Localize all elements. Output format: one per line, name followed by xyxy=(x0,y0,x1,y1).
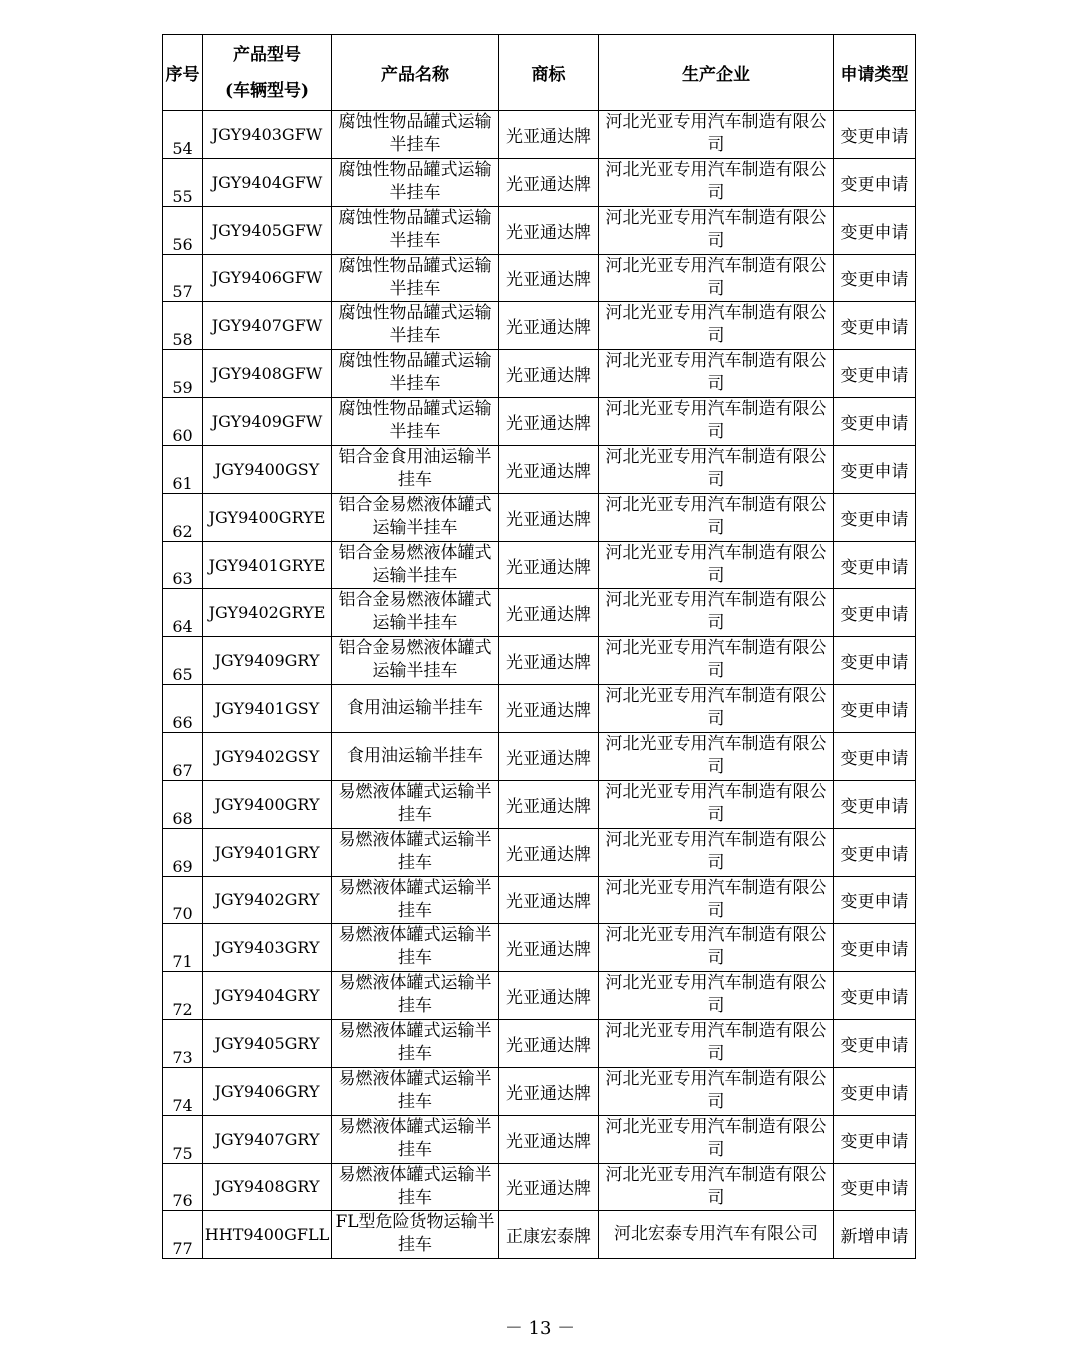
cell-manufacturer: 河北光亚专用汽车制造有限公司 xyxy=(599,302,834,350)
cell-brand: 光亚通达牌 xyxy=(499,1020,599,1068)
cell-seq: 55 xyxy=(163,158,203,206)
table-row xyxy=(163,1020,916,1068)
cell-manufacturer: 河北光亚专用汽车制造有限公司 xyxy=(599,924,834,972)
cell-seq: 54 xyxy=(163,111,203,159)
cell-seq: 59 xyxy=(163,350,203,398)
cell-seq: 64 xyxy=(163,589,203,637)
table-row xyxy=(163,254,916,302)
cell-manufacturer: 河北光亚专用汽车制造有限公司 xyxy=(599,350,834,398)
cell-model: JGY9405GRY xyxy=(203,1020,332,1068)
cell-manufacturer: 河北光亚专用汽车制造有限公司 xyxy=(599,158,834,206)
cell-brand: 光亚通达牌 xyxy=(499,206,599,254)
header-application-type: 申请类型 xyxy=(834,35,916,111)
cell-seq: 66 xyxy=(163,685,203,733)
cell-product-name: 食用油运输半挂车 xyxy=(332,732,499,780)
cell-application-type: 变更申请 xyxy=(834,732,916,780)
cell-seq: 57 xyxy=(163,254,203,302)
table-row xyxy=(163,924,916,972)
cell-application-type: 变更申请 xyxy=(834,828,916,876)
cell-brand: 光亚通达牌 xyxy=(499,111,599,159)
cell-brand: 光亚通达牌 xyxy=(499,350,599,398)
cell-model: JGY9409GRY xyxy=(203,637,332,685)
cell-product-name: 铝合金易燃液体罐式运输半挂车 xyxy=(332,541,499,589)
cell-application-type: 新增申请 xyxy=(834,1211,916,1259)
cell-model: JGY9402GRYE xyxy=(203,589,332,637)
table-row xyxy=(163,780,916,828)
cell-model: JGY9403GFW xyxy=(203,111,332,159)
cell-model: JGY9401GRY xyxy=(203,828,332,876)
cell-application-type: 变更申请 xyxy=(834,254,916,302)
cell-manufacturer: 河北光亚专用汽车制造有限公司 xyxy=(599,541,834,589)
cell-model: JGY9400GRYE xyxy=(203,493,332,541)
table-row xyxy=(163,1163,916,1211)
cell-application-type: 变更申请 xyxy=(834,493,916,541)
table-row xyxy=(163,732,916,780)
cell-application-type: 变更申请 xyxy=(834,1020,916,1068)
header-seq: 序号 xyxy=(163,35,203,111)
cell-product-name: 易燃液体罐式运输半挂车 xyxy=(332,1115,499,1163)
cell-model: JGY9406GFW xyxy=(203,254,332,302)
cell-product-name: 易燃液体罐式运输半挂车 xyxy=(332,876,499,924)
cell-manufacturer: 河北光亚专用汽车制造有限公司 xyxy=(599,398,834,446)
cell-model: JGY9408GRY xyxy=(203,1163,332,1211)
cell-manufacturer: 河北光亚专用汽车制造有限公司 xyxy=(599,254,834,302)
cell-model: JGY9401GSY xyxy=(203,685,332,733)
cell-application-type: 变更申请 xyxy=(834,876,916,924)
cell-brand: 光亚通达牌 xyxy=(499,972,599,1020)
cell-product-name: 易燃液体罐式运输半挂车 xyxy=(332,828,499,876)
header-model-line2: (车辆型号) xyxy=(224,80,310,101)
cell-manufacturer: 河北光亚专用汽车制造有限公司 xyxy=(599,1115,834,1163)
table-row xyxy=(163,445,916,493)
table-row xyxy=(163,398,916,446)
cell-application-type: 变更申请 xyxy=(834,780,916,828)
cell-manufacturer: 河北光亚专用汽车制造有限公司 xyxy=(599,493,834,541)
cell-brand: 光亚通达牌 xyxy=(499,828,599,876)
cell-product-name: 易燃液体罐式运输半挂车 xyxy=(332,1067,499,1115)
cell-brand: 光亚通达牌 xyxy=(499,924,599,972)
cell-manufacturer: 河北光亚专用汽车制造有限公司 xyxy=(599,685,834,733)
cell-brand: 光亚通达牌 xyxy=(499,637,599,685)
cell-application-type: 变更申请 xyxy=(834,685,916,733)
cell-product-name: 铝合金易燃液体罐式运输半挂车 xyxy=(332,493,499,541)
cell-application-type: 变更申请 xyxy=(834,637,916,685)
cell-brand: 光亚通达牌 xyxy=(499,302,599,350)
cell-seq: 67 xyxy=(163,732,203,780)
table-row xyxy=(163,493,916,541)
table-row xyxy=(163,685,916,733)
cell-seq: 63 xyxy=(163,541,203,589)
cell-application-type: 变更申请 xyxy=(834,1115,916,1163)
cell-manufacturer: 河北宏泰专用汽车有限公司 xyxy=(599,1211,834,1259)
vehicle-product-table xyxy=(162,34,916,1259)
cell-application-type: 变更申请 xyxy=(834,206,916,254)
cell-seq: 75 xyxy=(163,1115,203,1163)
cell-manufacturer: 河北光亚专用汽车制造有限公司 xyxy=(599,445,834,493)
cell-manufacturer: 河北光亚专用汽车制造有限公司 xyxy=(599,780,834,828)
cell-manufacturer: 河北光亚专用汽车制造有限公司 xyxy=(599,876,834,924)
cell-seq: 69 xyxy=(163,828,203,876)
header-brand: 商标 xyxy=(499,35,599,111)
cell-product-name: 食用油运输半挂车 xyxy=(332,685,499,733)
cell-model: JGY9407GFW xyxy=(203,302,332,350)
cell-model: JGY9409GFW xyxy=(203,398,332,446)
cell-manufacturer: 河北光亚专用汽车制造有限公司 xyxy=(599,637,834,685)
cell-seq: 72 xyxy=(163,972,203,1020)
cell-seq: 77 xyxy=(163,1211,203,1259)
cell-manufacturer: 河北光亚专用汽车制造有限公司 xyxy=(599,828,834,876)
cell-manufacturer: 河北光亚专用汽车制造有限公司 xyxy=(599,1067,834,1115)
cell-brand: 光亚通达牌 xyxy=(499,158,599,206)
cell-application-type: 变更申请 xyxy=(834,1067,916,1115)
cell-model: JGY9407GRY xyxy=(203,1115,332,1163)
table-header-row xyxy=(163,35,916,111)
header-model-line1: 产品型号 xyxy=(233,44,301,65)
cell-manufacturer: 河北光亚专用汽车制造有限公司 xyxy=(599,111,834,159)
cell-brand: 光亚通达牌 xyxy=(499,589,599,637)
cell-seq: 68 xyxy=(163,780,203,828)
table-row xyxy=(163,350,916,398)
header-product-name: 产品名称 xyxy=(332,35,499,111)
table-row xyxy=(163,206,916,254)
cell-brand: 光亚通达牌 xyxy=(499,493,599,541)
cell-model: JGY9402GRY xyxy=(203,876,332,924)
cell-application-type: 变更申请 xyxy=(834,541,916,589)
cell-brand: 光亚通达牌 xyxy=(499,541,599,589)
table-row xyxy=(163,1115,916,1163)
cell-product-name: 易燃液体罐式运输半挂车 xyxy=(332,780,499,828)
cell-model: JGY9404GRY xyxy=(203,972,332,1020)
table-row xyxy=(163,111,916,159)
cell-product-name: 铝合金食用油运输半挂车 xyxy=(332,445,499,493)
cell-manufacturer: 河北光亚专用汽车制造有限公司 xyxy=(599,732,834,780)
table-row xyxy=(163,302,916,350)
cell-model: JGY9404GFW xyxy=(203,158,332,206)
cell-model: JGY9400GRY xyxy=(203,780,332,828)
cell-brand: 光亚通达牌 xyxy=(499,1163,599,1211)
cell-application-type: 变更申请 xyxy=(834,158,916,206)
cell-product-name: 铝合金易燃液体罐式运输半挂车 xyxy=(332,637,499,685)
cell-product-name: 腐蚀性物品罐式运输半挂车 xyxy=(332,398,499,446)
cell-product-name: 易燃液体罐式运输半挂车 xyxy=(332,972,499,1020)
cell-product-name: 易燃液体罐式运输半挂车 xyxy=(332,1020,499,1068)
header-model xyxy=(203,35,332,111)
table-row xyxy=(163,589,916,637)
table-body xyxy=(163,111,916,1259)
cell-brand: 光亚通达牌 xyxy=(499,1115,599,1163)
cell-seq: 60 xyxy=(163,398,203,446)
cell-manufacturer: 河北光亚专用汽车制造有限公司 xyxy=(599,206,834,254)
cell-brand: 光亚通达牌 xyxy=(499,1067,599,1115)
cell-application-type: 变更申请 xyxy=(834,924,916,972)
table-row xyxy=(163,1067,916,1115)
table-row xyxy=(163,637,916,685)
cell-application-type: 变更申请 xyxy=(834,350,916,398)
table-row xyxy=(163,876,916,924)
cell-seq: 76 xyxy=(163,1163,203,1211)
cell-model: JGY9401GRYE xyxy=(203,541,332,589)
cell-product-name: 腐蚀性物品罐式运输半挂车 xyxy=(332,254,499,302)
cell-product-name: 腐蚀性物品罐式运输半挂车 xyxy=(332,111,499,159)
cell-brand: 光亚通达牌 xyxy=(499,732,599,780)
cell-seq: 73 xyxy=(163,1020,203,1068)
cell-seq: 70 xyxy=(163,876,203,924)
cell-application-type: 变更申请 xyxy=(834,398,916,446)
cell-model: JGY9405GFW xyxy=(203,206,332,254)
cell-product-name: 易燃液体罐式运输半挂车 xyxy=(332,1163,499,1211)
cell-seq: 61 xyxy=(163,445,203,493)
table-row xyxy=(163,972,916,1020)
table-row xyxy=(163,1211,916,1259)
cell-manufacturer: 河北光亚专用汽车制造有限公司 xyxy=(599,589,834,637)
cell-model: JGY9402GSY xyxy=(203,732,332,780)
cell-application-type: 变更申请 xyxy=(834,111,916,159)
page-number: － 13 － xyxy=(504,1318,576,1339)
cell-product-name: FL型危险货物运输半挂车 xyxy=(332,1211,499,1259)
cell-product-name: 铝合金易燃液体罐式运输半挂车 xyxy=(332,589,499,637)
table-row xyxy=(163,828,916,876)
cell-brand: 光亚通达牌 xyxy=(499,254,599,302)
cell-application-type: 变更申请 xyxy=(834,1163,916,1211)
cell-seq: 56 xyxy=(163,206,203,254)
cell-model: JGY9406GRY xyxy=(203,1067,332,1115)
cell-seq: 71 xyxy=(163,924,203,972)
cell-product-name: 腐蚀性物品罐式运输半挂车 xyxy=(332,206,499,254)
cell-brand: 光亚通达牌 xyxy=(499,780,599,828)
cell-seq: 62 xyxy=(163,493,203,541)
cell-seq: 65 xyxy=(163,637,203,685)
cell-model: JGY9403GRY xyxy=(203,924,332,972)
cell-brand: 光亚通达牌 xyxy=(499,876,599,924)
cell-manufacturer: 河北光亚专用汽车制造有限公司 xyxy=(599,1020,834,1068)
table-row xyxy=(163,541,916,589)
cell-brand: 光亚通达牌 xyxy=(499,445,599,493)
cell-model: JGY9400GSY xyxy=(203,445,332,493)
cell-product-name: 腐蚀性物品罐式运输半挂车 xyxy=(332,350,499,398)
cell-seq: 74 xyxy=(163,1067,203,1115)
cell-application-type: 变更申请 xyxy=(834,445,916,493)
cell-application-type: 变更申请 xyxy=(834,589,916,637)
cell-model: JGY9408GFW xyxy=(203,350,332,398)
cell-manufacturer: 河北光亚专用汽车制造有限公司 xyxy=(599,972,834,1020)
cell-product-name: 易燃液体罐式运输半挂车 xyxy=(332,924,499,972)
cell-seq: 58 xyxy=(163,302,203,350)
cell-brand: 光亚通达牌 xyxy=(499,685,599,733)
header-manufacturer: 生产企业 xyxy=(599,35,834,111)
cell-product-name: 腐蚀性物品罐式运输半挂车 xyxy=(332,158,499,206)
table-row xyxy=(163,158,916,206)
cell-manufacturer: 河北光亚专用汽车制造有限公司 xyxy=(599,1163,834,1211)
cell-brand: 正康宏泰牌 xyxy=(499,1211,599,1259)
cell-application-type: 变更申请 xyxy=(834,302,916,350)
cell-model: HHT9400GFLL xyxy=(203,1211,332,1259)
cell-brand: 光亚通达牌 xyxy=(499,398,599,446)
cell-application-type: 变更申请 xyxy=(834,972,916,1020)
cell-product-name: 腐蚀性物品罐式运输半挂车 xyxy=(332,302,499,350)
